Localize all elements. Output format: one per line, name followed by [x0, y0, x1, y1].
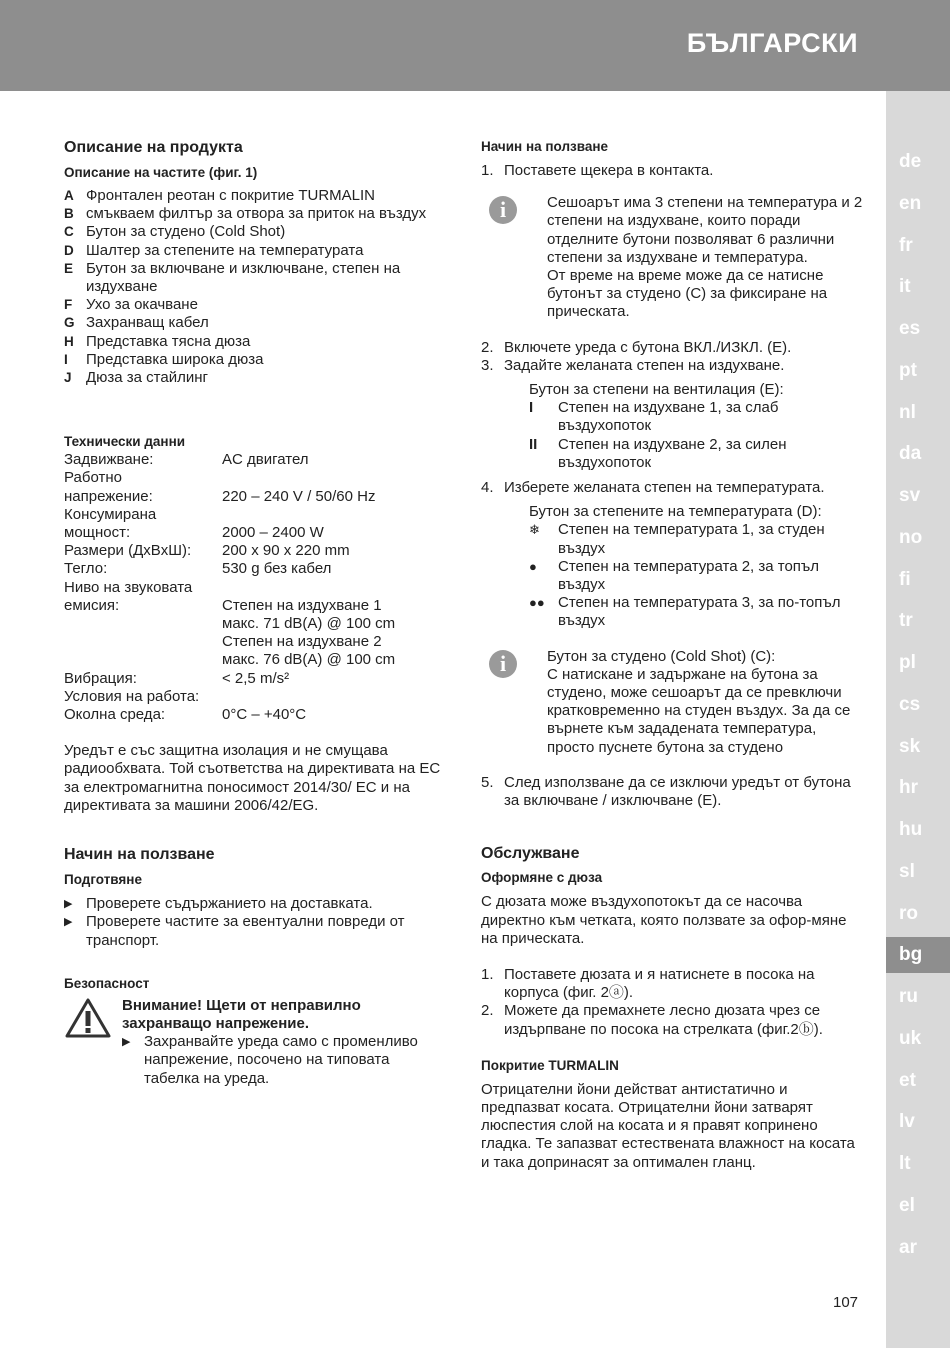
part-letter: D: [64, 242, 74, 258]
language-tab-da[interactable]: da: [899, 443, 922, 465]
info-icon: i: [489, 196, 517, 224]
part-label: Дюза за стайлинг: [86, 369, 208, 387]
language-tab-sl[interactable]: sl: [899, 860, 915, 882]
part-label: Представка широка дюза: [86, 350, 264, 368]
safety-heading: Безопасност: [64, 975, 150, 991]
language-tab-no[interactable]: no: [899, 526, 923, 548]
left-column: [64, 138, 444, 1088]
step-2: 2. Включете уреда с бутона ВКЛ./ИЗКЛ. (E).: [481, 338, 792, 356]
spec-row: [64, 469, 444, 505]
part-item: [64, 223, 444, 241]
language-tab-cs[interactable]: cs: [899, 693, 921, 715]
spec-value: 200 x 90 x 220 mm: [222, 542, 350, 560]
language-tab-hr[interactable]: hr: [899, 777, 918, 799]
list-item: ▶ Захранвайте уреда само с променливо напрежение, посочено на типовата табелка на уреда.: [122, 1033, 418, 1087]
turmalin-text: Отрицателни йони действат антистатично и предпазват косата. Отрицателни йони затварят люспестия слой на косата и я правят копринено гладка. Те запазват естествената влажност на косата и така допринасят за оптимален гланц.: [481, 1080, 855, 1171]
usage-heading: Начин на ползване: [64, 846, 215, 864]
temp-intro: Бутон за степените на температурата (D):: [529, 503, 822, 521]
fan-intro: Бутон за степени на вентилация (E):: [529, 381, 784, 399]
arrow-bullet-icon: ▶: [122, 1036, 131, 1049]
part-item: [64, 314, 444, 332]
language-tab-es[interactable]: es: [899, 318, 921, 339]
spec-label: Работно напрежение:: [64, 469, 153, 505]
parts-heading: Описание на частите (фиг. 1): [64, 165, 258, 180]
temp-level-3: ●● Степен на температурата 3, за по-топъл въздух: [529, 594, 841, 630]
language-tab-tr[interactable]: tr: [899, 610, 913, 632]
spec-value: < 2,5 m/s²: [222, 669, 290, 687]
spec-row: [64, 560, 444, 578]
temp-level-2: ● Степен на температурата 2, за топъл въздух: [529, 557, 820, 594]
spec-value: AC двигател: [222, 451, 309, 469]
parts-list: [64, 187, 444, 387]
turmalin-heading: Покритие TURMALIN: [481, 1057, 619, 1073]
spec-value: Степен на издухване 1 макс. 71 dB(A) @ 100 cm Степен на издухване 2 макс. 76 dB(A) @ 100 cm: [222, 596, 396, 669]
language-tab-sk[interactable]: sk: [899, 735, 921, 757]
part-label: Шалтер за степените на температурата: [86, 241, 364, 259]
part-letter: E: [64, 260, 74, 276]
list-item: 2. Можете да премахнете лесно дюзата чрез се издърпване по посока на стрелката (фиг.2ⓑ).: [481, 1002, 823, 1038]
spec-row: [64, 670, 444, 688]
part-item: [64, 296, 444, 314]
language-tab-pl[interactable]: pl: [899, 652, 916, 673]
part-label: Представка тясна дюза: [86, 332, 251, 350]
dot-icon: ●: [529, 558, 537, 574]
part-label: Бутон за включване и изключване, степен на издухване: [86, 259, 401, 296]
part-item: [64, 333, 444, 351]
compliance-text: Уредът е със защитна изолация и не смущава радиообхвата. Той съответства на директивата на ЕС за електромагнитна поносимост 2014/30/ ЕС и на директивата за машини 2006/42/EG.: [64, 742, 441, 814]
list-item: 1. Поставете дюзата и я натиснете в посока на корпуса (фиг. 2ⓐ).: [481, 965, 815, 1002]
part-letter: I: [64, 351, 68, 367]
warning-title: Внимание! Щети от неправилно захранващо напрежение.: [122, 996, 361, 1032]
page-header: [0, 0, 950, 91]
step-3: 3. Задайте желаната степен на издухване.: [481, 356, 785, 374]
fan-level-2: II Степен на издухване 2, за силен въздухопоток: [529, 435, 787, 471]
usage-heading-2: Начин на ползване: [481, 139, 609, 154]
spec-row: [64, 506, 444, 542]
spec-label: Вибрация:: [64, 669, 137, 687]
language-tab-it[interactable]: it: [899, 276, 911, 298]
info-icon: i: [489, 650, 517, 678]
language-tab-de[interactable]: de: [899, 151, 922, 172]
warning-block: [64, 997, 444, 1088]
part-item: [64, 260, 444, 296]
spec-table: [64, 451, 444, 724]
double-dot-icon: ●●: [529, 595, 545, 611]
spec-row: [64, 706, 444, 724]
spec-value: 2000 – 2400 W: [222, 524, 324, 542]
arrow-bullet-icon: ▶: [64, 898, 73, 911]
language-tab-en[interactable]: en: [899, 192, 922, 214]
language-tab-lt[interactable]: lt: [899, 1153, 911, 1174]
part-item: [64, 205, 444, 223]
language-tab-ru[interactable]: ru: [899, 986, 918, 1007]
step-5: 5. След използване да се изключи уредът от бутона за включване / изключване (E).: [481, 773, 851, 810]
spec-value: 0°C – +40°C: [222, 706, 307, 724]
language-tab-nl[interactable]: nl: [899, 401, 916, 423]
part-item: [64, 242, 444, 260]
spec-row: [64, 579, 444, 670]
spec-row: [64, 451, 444, 469]
spec-value: [222, 688, 444, 706]
language-tab-el[interactable]: el: [899, 1194, 915, 1216]
language-tab-et[interactable]: et: [899, 1069, 916, 1091]
spec-label: Условия на работа:: [64, 687, 200, 705]
language-sidebar: [886, 91, 950, 1348]
preparation-heading: Подготвяне: [64, 872, 142, 888]
spec-label: Околна среда:: [64, 706, 166, 724]
part-label: Бутон за студено (Cold Shot): [86, 223, 286, 241]
fan-level-1: I Степен на издухване 1, за слаб въздухопоток: [529, 399, 779, 435]
language-tab-sv[interactable]: sv: [899, 485, 921, 506]
warning-triangle-icon: [64, 997, 122, 1088]
language-tab-pt[interactable]: pt: [899, 359, 917, 381]
language-tab-ro[interactable]: ro: [899, 902, 918, 924]
part-letter: H: [64, 333, 74, 349]
spec-label: Ниво на звуковата емисия:: [64, 578, 193, 614]
page-number: 107: [833, 1294, 859, 1311]
arrow-bullet-icon: ▶: [64, 916, 73, 929]
part-letter: J: [64, 370, 72, 386]
spec-label: Консумирана мощност:: [64, 505, 157, 542]
part-letter: C: [64, 224, 74, 240]
spec-value: 530 g без кабел: [222, 560, 332, 578]
language-tab-fr[interactable]: fr: [899, 234, 913, 256]
language-tab-ar[interactable]: ar: [899, 1236, 917, 1258]
part-label: Фронтален реотан с покритие TURMALIN: [86, 187, 375, 204]
right-column: [481, 138, 866, 1172]
info-note-2: i Бутон за студено (Cold Shot) (C): С натискане и задържане на бутона за студено, може сешоарът да се превключи кратковременно на студен въздух. За да се върнете към зададената температура, просто пуснете бутона за студено: [481, 648, 866, 757]
language-tab-fi[interactable]: fi: [899, 568, 911, 590]
nozzle-heading: Оформяне с дюза: [481, 870, 603, 886]
language-title: БЪЛГАРСКИ: [686, 28, 858, 58]
service-heading: Обслужване: [481, 845, 580, 863]
spec-label: Размери (ДxВxШ):: [64, 542, 192, 560]
product-description-heading: Описание на продукта: [64, 139, 243, 156]
part-label: смъкваем филтър за отвора за приток на въздух: [86, 205, 427, 223]
language-tab-lv[interactable]: lv: [899, 1111, 915, 1133]
nozzle-text: С дюзата може въздухопотокът да се насочва директно към четката, която ползвате за офор-мяне на прическата.: [481, 893, 847, 947]
language-tab-hu[interactable]: hu: [899, 819, 923, 840]
nozzle-steps: [481, 966, 866, 1039]
part-label: Ухо за окачване: [86, 296, 198, 314]
preparation-list: [64, 895, 444, 950]
list-item: ▶ Проверете съдържанието на доставката.: [64, 895, 373, 913]
part-item: [64, 369, 444, 387]
language-tab-bg[interactable]: bg: [886, 937, 950, 973]
part-item: [64, 351, 444, 369]
spec-row: [64, 688, 444, 706]
snowflake-icon: ❄: [529, 522, 540, 538]
part-item: [64, 187, 444, 205]
step-4: 4. Изберете желаната степен на температурата.: [481, 479, 825, 497]
part-letter: A: [64, 188, 74, 203]
spec-label: Тегло:: [64, 560, 108, 578]
step-1: 1. Поставете щекера в контакта.: [481, 162, 714, 179]
temp-level-1: ❄ Степен на температурата 1, за студен въздух: [529, 521, 825, 557]
language-tab-uk[interactable]: uk: [899, 1027, 922, 1049]
info-note-1: i Сешоарът има 3 степени на температура и 2 степени на издухване, които поради отделните бутони позволяват 6 различни степени за издухване и температура. От време на време може да се натисне бутонът за студено (C) за фиксиране на прическата.: [481, 194, 866, 321]
tech-data-heading: Технически данни: [64, 434, 186, 450]
spec-row: [64, 542, 444, 560]
list-item: ▶ Проверете частите за евентуални повреди от транспорт.: [64, 913, 405, 949]
part-letter: F: [64, 297, 73, 313]
part-letter: B: [64, 206, 74, 222]
spec-value: 220 – 240 V / 50/60 Hz: [222, 487, 376, 505]
spec-label: Задвижване:: [64, 451, 154, 469]
part-label: Захранващ кабел: [86, 314, 209, 332]
part-letter: G: [64, 315, 75, 331]
